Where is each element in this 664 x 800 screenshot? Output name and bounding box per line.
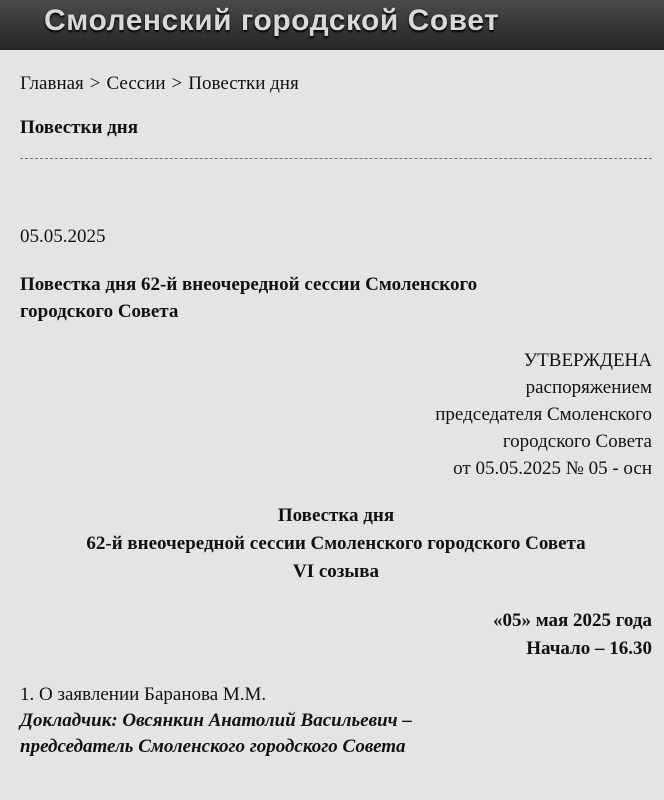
approval-line: от 05.05.2025 № 05 - осн [453,458,652,479]
breadcrumb-separator: > [89,73,101,94]
breadcrumb-home-link[interactable]: Главная [20,73,84,94]
approval-line: УТВЕРЖДЕНА [523,350,652,371]
breadcrumb-current: Повестки дня [188,73,299,94]
agenda-date-block [20,607,652,663]
agenda-item [20,682,652,760]
entry-title-line: городского Совета [20,301,179,322]
site-title[interactable]: Смоленский городской Совет [44,4,500,37]
agenda-heading-line: 62-й внеочередной сессии Смоленского городского Совета [86,533,586,554]
entry-title-link[interactable] [20,271,620,325]
agenda-heading-line: VI созыва [292,561,380,582]
agenda-item-speaker: председатель Смоленского городского Совета [20,736,406,757]
dashed-divider [20,158,652,159]
agenda-date: «05» мая 2025 года [492,610,652,631]
site-header [0,0,664,50]
approval-line: распоряжением [525,377,652,398]
breadcrumb [20,72,652,96]
page-title: Повестки дня [20,117,138,138]
breadcrumb-separator: > [171,73,183,94]
agenda-start-time: Начало – 16.30 [526,638,652,659]
breadcrumb-sessions-link[interactable]: Сессии [106,73,166,94]
agenda-heading-line: Повестка дня [277,505,395,526]
agenda-item-text: 1. О заявлении Баранова М.М. [20,684,267,705]
agenda-heading [20,502,652,586]
approval-line: городского Совета [502,431,652,452]
entry-title-line: Повестка дня 62-й внеочередной сессии Смоленского [20,274,478,295]
main-content [20,50,652,760]
agenda-item-speaker: Докладчик: Овсянкин Анатолий Васильевич – [20,710,412,731]
approval-line: председателя Смоленского [435,404,652,425]
approval-block [20,347,652,482]
entry-date: 05.05.2025 [20,226,106,247]
